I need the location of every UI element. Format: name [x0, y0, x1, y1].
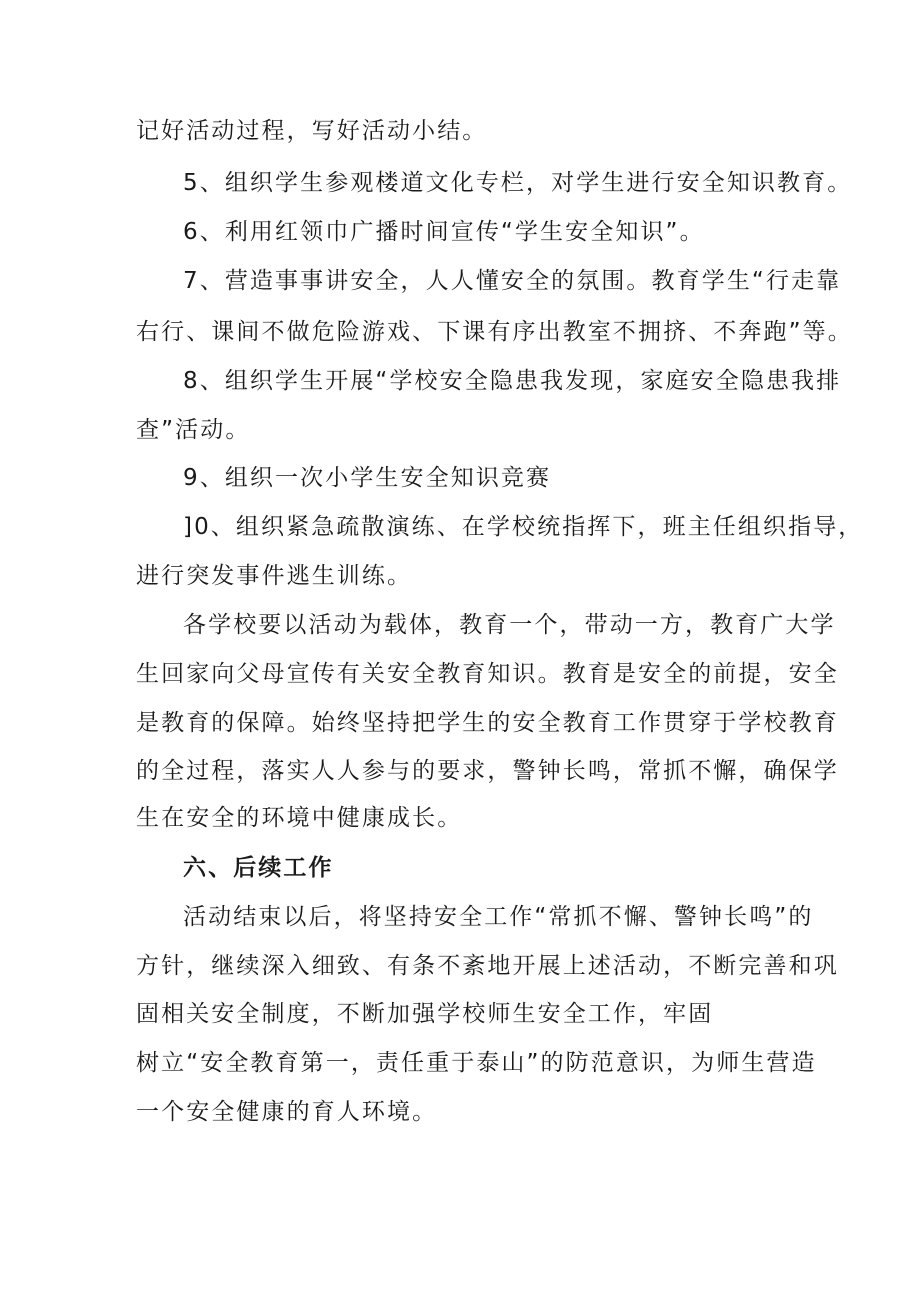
section-heading: 六、后续工作: [183, 855, 334, 881]
item-8-line-2: 查”活动。: [136, 417, 251, 443]
item-10-line-2: 进行突发事件逃生训练。: [136, 563, 413, 589]
item-10-line-1: ]0、组织紧急疏散演练、在学校统指挥下，班主任组织指导，: [183, 514, 864, 540]
item-8-line-1: 8、组织学生开展“学校安全隐患我发现，家庭安全隐患我排: [183, 368, 842, 394]
followup-line-1: 活动结束以后，将坚持安全工作“常抓不懈、警钟长鸣”的: [183, 904, 814, 930]
summary-line-4: 的全过程，落实人人参与的要求，警钟长鸣，常抓不懈，确保学: [136, 758, 839, 784]
followup-line-4: 树立“安全教育第一，责任重于泰山”的防范意识，为师生营造: [136, 1050, 817, 1076]
summary-line-1: 各学校要以活动为载体，教育一个，带动一方，教育广大学: [183, 612, 836, 638]
item-7-line-1: 7、营造事事讲安全，人人懂安全的氛围。教育学生“行走靠: [183, 268, 842, 294]
item-9-text: 9、组织一次小学生安全知识竞赛: [183, 465, 552, 491]
summary-line-5: 生在安全的环境中健康成长。: [136, 805, 463, 831]
item-7-line-2: 右行、课间不做危险游戏、下课有序出教室不拥挤、不奔跑”等。: [136, 319, 853, 345]
followup-line-3: 固相关安全制度，不断加强学校师生安全工作，牢固: [136, 1001, 714, 1027]
followup-line-2: 方针，继续深入细致、有条不紊地开展上述活动，不断完善和巩: [136, 953, 839, 979]
item-5-text: 5、组织学生参观楼道文化专栏，对学生进行安全知识教育。: [183, 170, 853, 196]
summary-line-3: 是教育的保障。始终坚持把学生的安全教育工作贯穿于学校教育: [136, 710, 839, 736]
followup-line-5: 一个安全健康的育人环境。: [136, 1099, 438, 1125]
item-6-text: 6、利用红领巾广播时间宣传“学生安全知识”。: [183, 219, 705, 245]
paragraph-line: 记好活动过程，写好活动小结。: [136, 118, 488, 144]
summary-line-2: 生回家向父母宣传有关安全教育知识。教育是安全的前提，安全: [136, 661, 839, 687]
